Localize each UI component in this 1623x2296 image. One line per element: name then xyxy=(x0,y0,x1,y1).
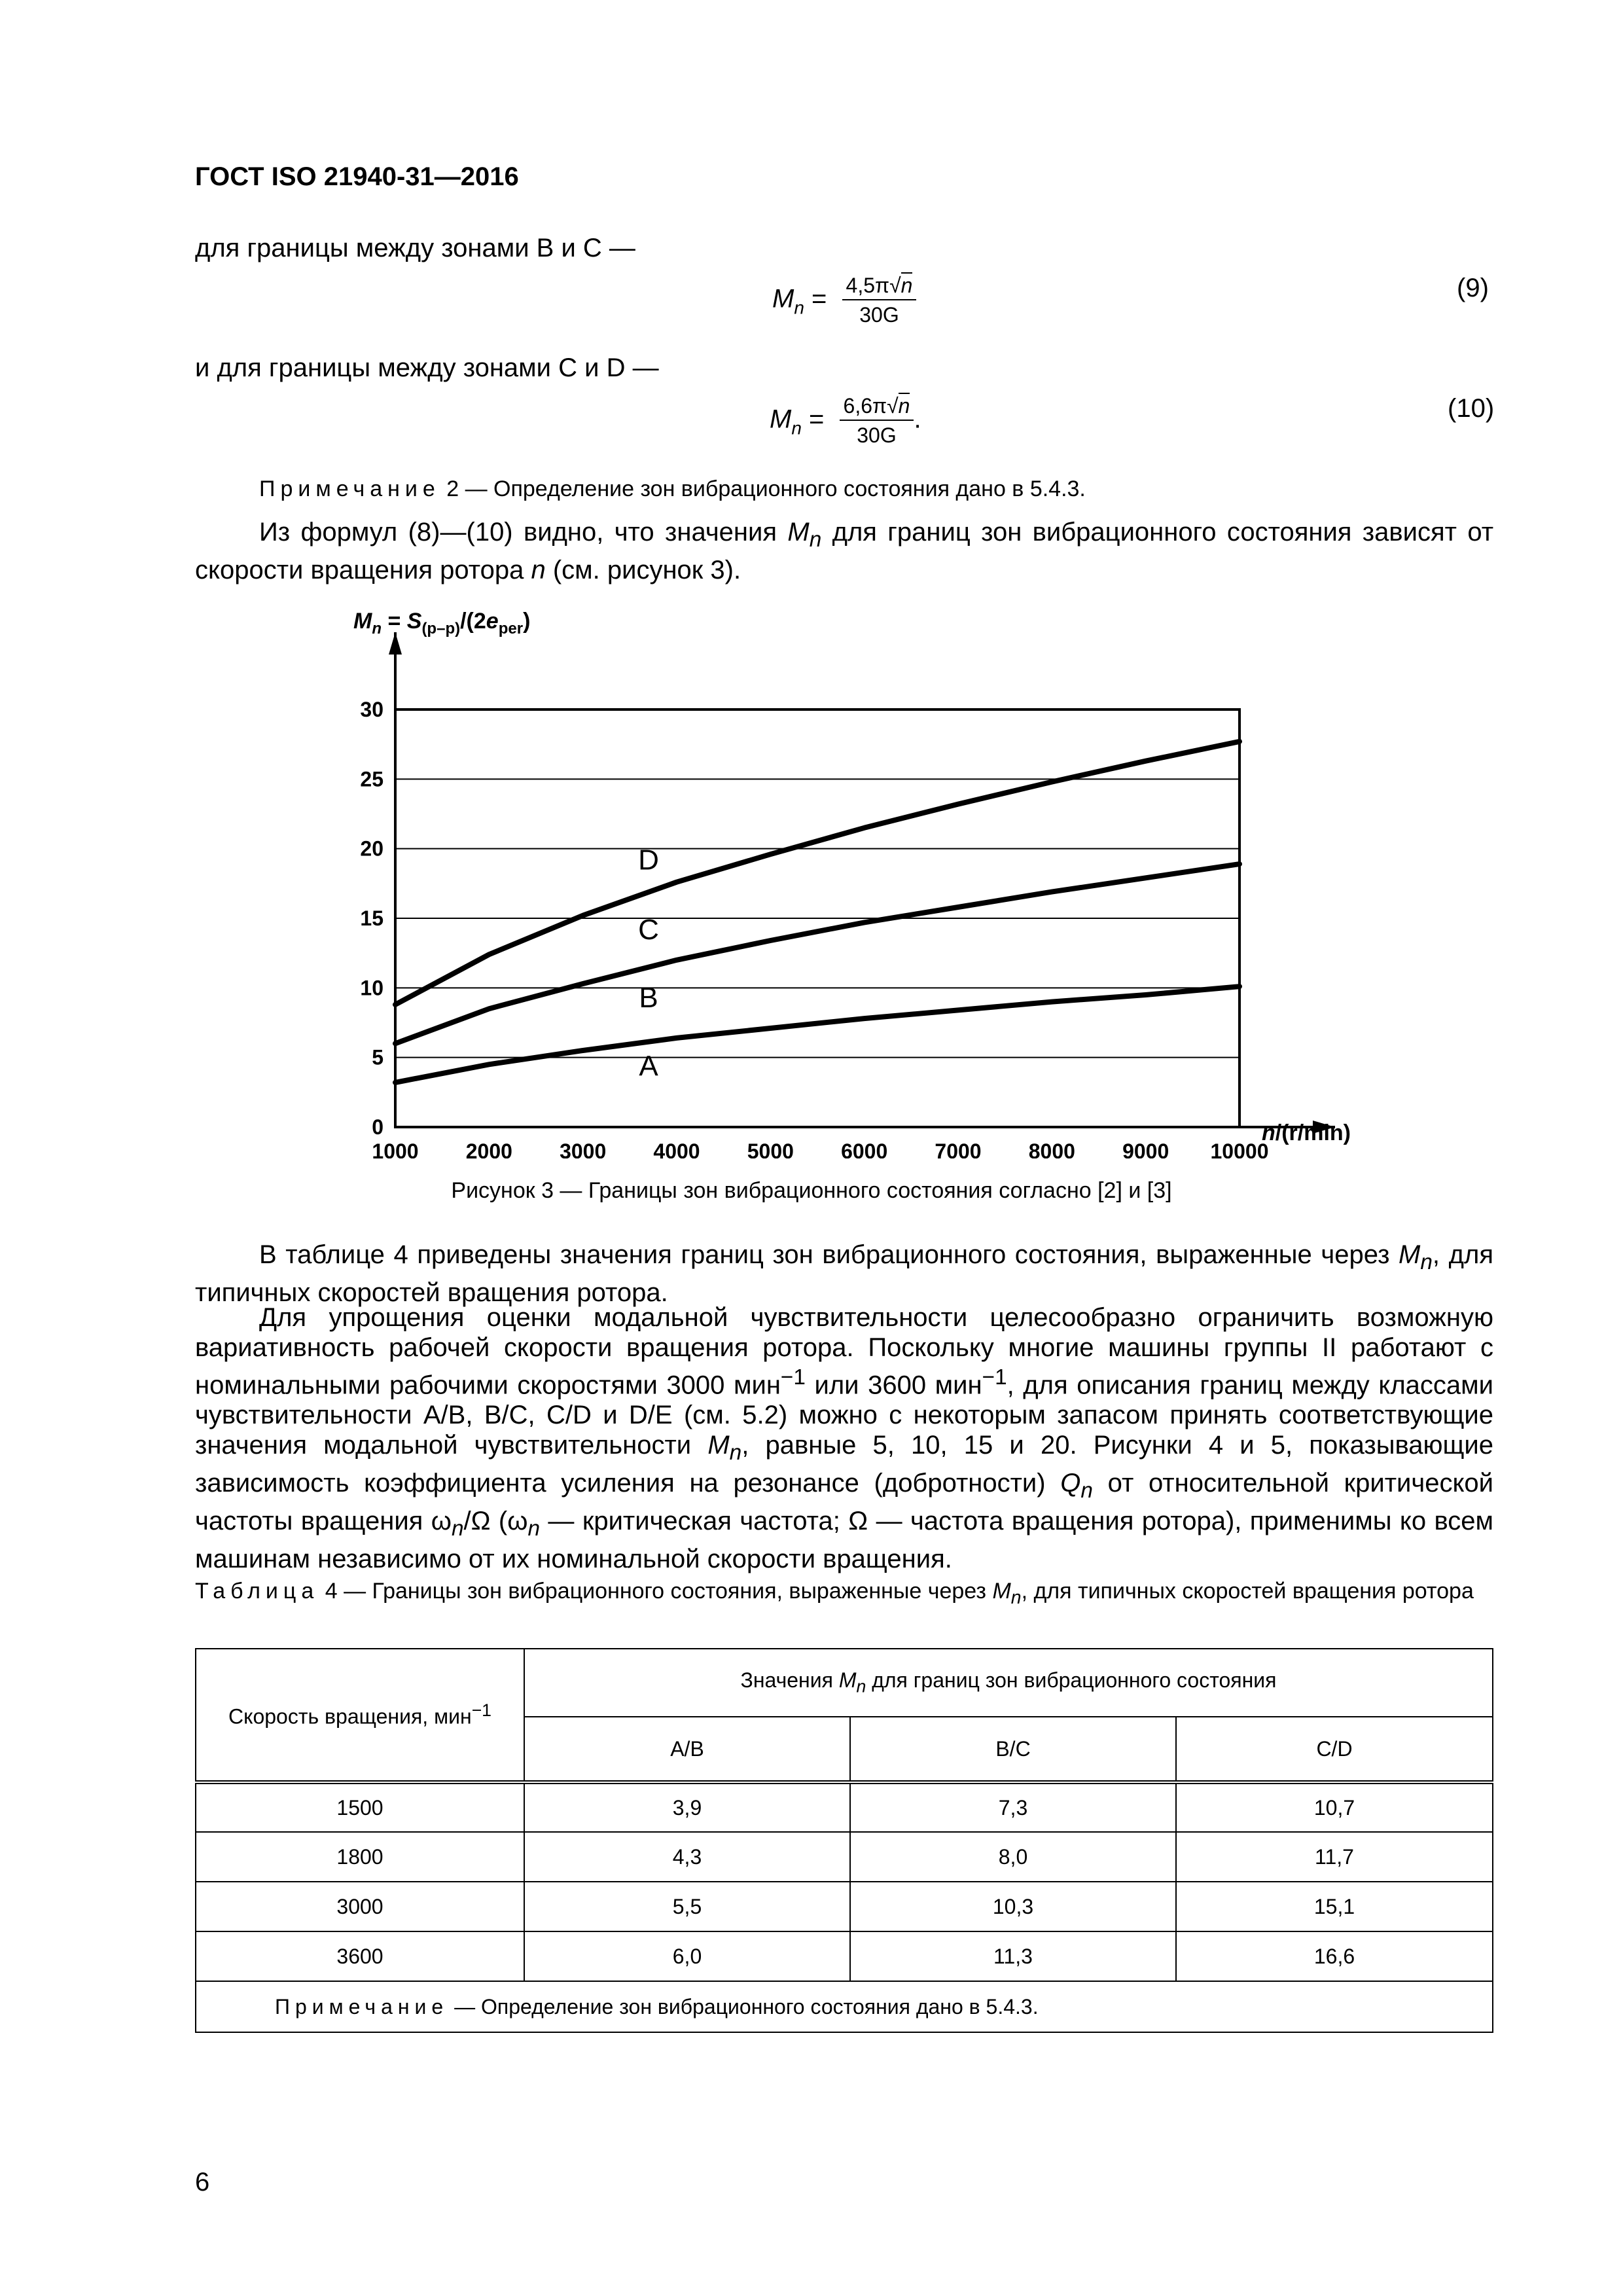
group-header-symbol: M xyxy=(838,1668,857,1693)
para3-text-c: , для описания границ между классами чувствительности A/B, B/C, C/D и D/E (см. 5.2) можно с некоторым запасом принять соответствующие значения модальной чувствительности xyxy=(195,1371,1493,1460)
para3-omega-2-sub: n xyxy=(527,1516,541,1541)
col-speed-sup: −1 xyxy=(471,1700,492,1721)
xlabel-var: n xyxy=(1262,1121,1275,1145)
zone-label-b: B xyxy=(639,982,658,1014)
y-axis-arrow xyxy=(389,632,402,655)
table-cell: 11,7 xyxy=(1176,1832,1493,1882)
subheader-bc: B/C xyxy=(850,1717,1176,1782)
ylabel-e-sub: per xyxy=(498,620,524,637)
para3-text-a: Для упрощения оценки модальной чувствительности целесообразно ограничить возможную вариативность рабочей скорости вращения ротора. Поскольку многие машины группы II работают с номинальными рабочими скоростями 3000 мин xyxy=(195,1303,1493,1400)
table-4-caption-sub: n xyxy=(1010,1587,1022,1608)
x-tick-label: 9000 xyxy=(1122,1139,1169,1158)
table-cell: 10,7 xyxy=(1176,1782,1493,1832)
table-note-row xyxy=(196,1981,1493,2032)
para3-text-g: — критическая частота; Ω — частота вращения ротора), применимы ко всем машинам независимо от их номинальной скорости вращения. xyxy=(195,1507,1494,1574)
table-note-label: Примечание xyxy=(275,1994,449,2018)
paragraph-3 xyxy=(195,1302,1493,1574)
para2-symbol-sub: n xyxy=(1420,1250,1433,1274)
x-tick-label: 1000 xyxy=(372,1139,419,1158)
eq10-den: 30G xyxy=(857,423,897,447)
table-cell: 3000 xyxy=(196,1882,524,1931)
eq10-num-var: n xyxy=(898,394,910,418)
para3-symbol-sub: n xyxy=(729,1441,742,1465)
para3-omega: ω xyxy=(431,1507,452,1536)
figure-3-caption: Рисунок 3 — Границы зон вибрационного состояния согласно [2] и [3] xyxy=(451,1178,1172,1203)
table-4-caption xyxy=(195,1577,1493,1611)
eq9-equals: = xyxy=(812,284,827,314)
y-tick-label: 5 xyxy=(372,1045,383,1069)
eq9-num-var: n xyxy=(901,274,913,297)
eq10-fraction xyxy=(840,394,914,448)
page-number: 6 xyxy=(195,2168,210,2197)
x-tick-label: 7000 xyxy=(935,1139,982,1158)
ylabel-s: S xyxy=(406,609,422,634)
sqrt-sign: √ xyxy=(887,394,899,418)
y-tick-label: 20 xyxy=(360,836,383,861)
para1-var: n xyxy=(531,556,546,584)
table-cell: 1500 xyxy=(196,1782,524,1832)
x-tick-label: 3000 xyxy=(560,1139,607,1158)
intro-cd-text: и для границы между зонами C и D — xyxy=(195,353,659,382)
xlabel-rest: /(r/min) xyxy=(1275,1121,1351,1145)
y-tick-label: 10 xyxy=(360,976,383,1000)
para1-text-b: для границ зон вибрационного состояния зависят от скорости вращения ротора xyxy=(195,518,1494,584)
chart-series xyxy=(395,742,1240,1083)
para3-text-e: от относительной критической частоты вращения xyxy=(195,1469,1493,1536)
eq9-number: (9) xyxy=(1457,274,1489,302)
eq10-num-coef: 6,6π xyxy=(843,394,887,418)
eq10-lhs-sub: n xyxy=(791,418,802,439)
table-4-caption-b: , для типичных скоростей вращения ротора xyxy=(1021,1579,1474,1604)
eq9-num-coef: 4,5π xyxy=(846,274,890,297)
table-row xyxy=(196,1782,1493,1832)
table-cell: 8,0 xyxy=(850,1832,1176,1882)
intro-bc-text: для границы между зонами B и C — xyxy=(195,234,635,262)
x-tick-label: 6000 xyxy=(841,1139,888,1158)
para3-text-b: или 3600 мин xyxy=(805,1371,982,1400)
zone-label-c: C xyxy=(638,913,659,946)
table-4-label: Таблица xyxy=(195,1579,319,1604)
y-tick-label: 0 xyxy=(372,1115,383,1139)
table-cell: 5,5 xyxy=(524,1882,850,1931)
x-tick-label: 4000 xyxy=(653,1139,700,1158)
subheader-ab: A/B xyxy=(524,1717,850,1782)
para3-q: Q xyxy=(1060,1469,1081,1498)
col-speed-header xyxy=(196,1649,524,1782)
series-line-2 xyxy=(395,864,1240,1043)
x-tick-label: 8000 xyxy=(1028,1139,1075,1158)
x-axis-title xyxy=(1262,1121,1351,1145)
para3-omega-2: ω xyxy=(507,1507,528,1536)
y-tick-label: 25 xyxy=(360,767,383,791)
document-header: ГОСТ ISO 21940-31—2016 xyxy=(195,162,519,191)
sqrt-sign: √ xyxy=(889,274,901,297)
note-2-text: 2 — Определение зон вибрационного состояния дано в 5.4.3. xyxy=(440,476,1086,501)
col-speed-label: Скорость вращения, мин xyxy=(228,1704,472,1729)
group-header-sub: n xyxy=(856,1676,866,1696)
x-tick-label: 10000 xyxy=(1210,1139,1269,1158)
ylabel-e: e xyxy=(486,609,499,634)
ylabel-eq: = xyxy=(382,609,407,634)
ylabel-m-sub: n xyxy=(372,620,382,637)
table-4 xyxy=(195,1648,1493,2033)
eq9-fraction xyxy=(842,274,917,327)
para3-text-f: /Ω ( xyxy=(463,1507,508,1536)
table-cell: 1800 xyxy=(196,1832,524,1882)
table-cell: 4,3 xyxy=(524,1832,850,1882)
table-note-text: — Определение зон вибрационного состояния дано в 5.4.3. xyxy=(448,1994,1039,2018)
para2-symbol: M xyxy=(1399,1240,1421,1269)
table-cell: 7,3 xyxy=(850,1782,1176,1832)
chart-grid xyxy=(395,779,1240,1057)
table-cell: 3,9 xyxy=(524,1782,850,1832)
series-line-3 xyxy=(395,742,1240,1005)
eq9-den: 30G xyxy=(859,303,899,327)
note-2 xyxy=(259,476,1086,502)
eq9-lhs-sub: n xyxy=(794,297,804,318)
equation-9 xyxy=(772,274,916,327)
group-header xyxy=(524,1649,1493,1717)
para3-sup-2: −1 xyxy=(982,1365,1007,1390)
table-cell: 6,0 xyxy=(524,1931,850,1981)
eq10-period: . xyxy=(914,404,921,434)
para3-text-d: , равные 5, 10, 15 и 20. Рисунки 4 и 5, показывающие зависимость коэффициента усиления на резонансе (добротности) xyxy=(195,1431,1494,1498)
chart-axes xyxy=(360,632,1335,1158)
table-cell: 11,3 xyxy=(850,1931,1176,1981)
eq10-equals: = xyxy=(809,404,825,434)
group-header-a: Значения xyxy=(740,1668,839,1693)
x-tick-label: 2000 xyxy=(465,1139,512,1158)
y-tick-label: 30 xyxy=(360,698,383,721)
table-cell: 10,3 xyxy=(850,1882,1176,1931)
table-cell: 3600 xyxy=(196,1931,524,1981)
ylabel-m: M xyxy=(353,609,372,634)
x-tick-label: 5000 xyxy=(747,1139,794,1158)
y-axis-title xyxy=(353,609,530,637)
table-row xyxy=(196,1882,1493,1931)
paragraph-1 xyxy=(195,517,1493,585)
table-4-caption-symbol: M xyxy=(992,1579,1011,1604)
group-header-b: для границ зон вибрационного состояния xyxy=(866,1668,1277,1693)
ylabel-close: ) xyxy=(523,609,531,634)
y-tick-label: 15 xyxy=(360,906,383,930)
table-cell: 15,1 xyxy=(1176,1882,1493,1931)
table-4-caption-a: 4 — Границы зон вибрационного состояния, выраженные через xyxy=(319,1579,993,1604)
ylabel-tail: /(2 xyxy=(460,609,486,634)
equation-10 xyxy=(770,394,921,448)
table-row xyxy=(196,1832,1493,1882)
ylabel-s-sub: (p–p) xyxy=(421,620,461,637)
table-cell: 16,6 xyxy=(1176,1931,1493,1981)
table-row xyxy=(196,1931,1493,1981)
table-note xyxy=(196,1981,1493,2032)
para2-text-b: , для типичных скоростей вращения ротора. xyxy=(195,1240,1493,1307)
para3-sup-1: −1 xyxy=(780,1365,806,1390)
table-header-row xyxy=(196,1649,1493,1717)
figure-3-chart xyxy=(327,596,1387,1158)
para1-symbol-sub: n xyxy=(809,528,822,552)
paragraph-2 xyxy=(195,1240,1493,1308)
para3-symbol: M xyxy=(707,1431,730,1460)
para3-q-sub: n xyxy=(1080,1479,1093,1503)
zone-label-d: D xyxy=(638,844,659,876)
para1-text-c: (см. рисунок 3). xyxy=(545,556,741,584)
para2-text-a: В таблице 4 приведены значения границ зон вибрационного состояния, выраженные через xyxy=(259,1240,1399,1269)
subheader-cd: C/D xyxy=(1176,1717,1493,1782)
para1-text-a: Из формул (8)—(10) видно, что значения xyxy=(259,518,788,547)
eq9-lhs: M xyxy=(772,284,794,314)
eq10-lhs: M xyxy=(770,404,792,434)
zone-label-a: A xyxy=(639,1050,658,1083)
para3-omega-sub: n xyxy=(451,1516,464,1541)
para1-symbol: M xyxy=(787,518,810,547)
eq10-number: (10) xyxy=(1448,394,1495,423)
note-2-label: Примечание xyxy=(259,476,440,501)
